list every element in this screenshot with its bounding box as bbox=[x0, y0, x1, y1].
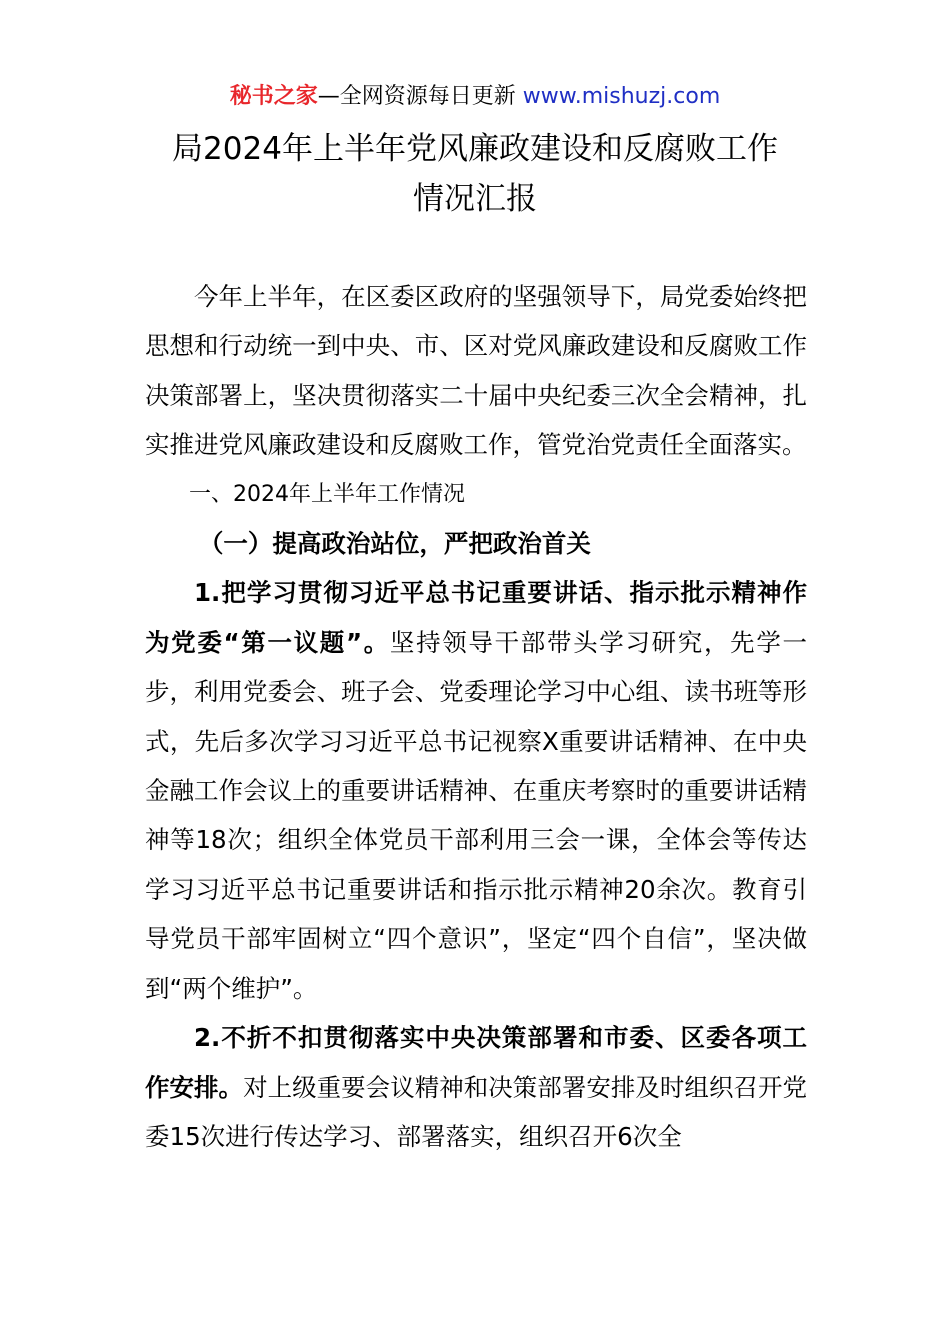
document-title bbox=[100, 124, 850, 224]
item-2-paragraph bbox=[145, 1013, 807, 1161]
item-1-paragraph bbox=[145, 568, 807, 1013]
item-2-body: 对上级重要会议精神和决策部署安排及时组织召开党委15次进行传达学习、部署落实，组织召开6次全 bbox=[145, 1072, 807, 1151]
title-line-1: 局2024年上半年党风廉政建设和反腐败工作 bbox=[172, 131, 778, 167]
document-body bbox=[145, 272, 807, 1161]
intro-paragraph: 今年上半年，在区委区政府的坚强领导下，局党委始终把思想和行动统一到中央、市、区对党风廉政建设和反腐败工作决策部署上，坚决贯彻落实二十届中央纪委三次全会精神，扎实推进党风廉政建设和反腐败工作，管党治党责任全面落实。 bbox=[145, 282, 807, 460]
item-2-lead: 2.不折不扣贯彻落实中央决策部署和市委、区委各项工作安排。 bbox=[145, 1023, 807, 1102]
site-banner bbox=[0, 80, 950, 114]
item-1-lead: 1.把学习贯彻习近平总书记重要讲话、指示批示精神作为党委“第一议题”。 bbox=[145, 578, 807, 657]
subsection-heading: （一）提高政治站位，严把政治首关 bbox=[198, 529, 591, 559]
site-url-link[interactable]: www.mishuzj.com bbox=[522, 84, 721, 109]
site-tagline: —全网资源每日更新 bbox=[317, 84, 516, 109]
site-name: 秘书之家 bbox=[229, 84, 318, 109]
title-line-2: 情况汇报 bbox=[413, 181, 537, 217]
section-heading: 一、2024年上半年工作情况 bbox=[189, 481, 465, 507]
item-1-body: 坚持领导干部带头学习研究，先学一步，利用党委会、班子会、党委理论学习中心组、读书班等形式，先后多次学习习近平总书记视察X重要讲话精神、在中央金融工作会议上的重要讲话精神、在重庆考察时的重要讲话精神等18次；组织全体党员干部利用三会一课，全体会等传达学习习近平总书记重要讲话和指示批示精神20余次。教育引导党员干部牢固树立“四个意识”，坚定“四个自信”，坚决做到“两个维护”。 bbox=[145, 627, 807, 1003]
